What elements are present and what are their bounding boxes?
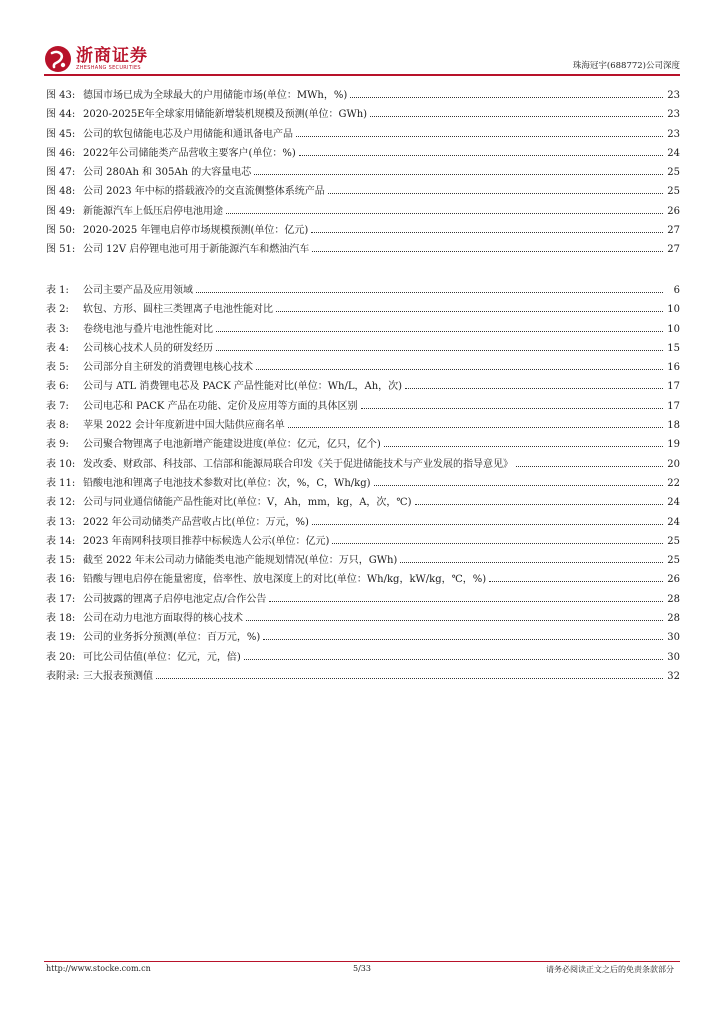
entry-page-number: 24 <box>667 497 680 509</box>
entry-page-number: 23 <box>667 109 680 121</box>
figure-toc-entry[interactable] <box>46 86 680 105</box>
entry-label: 图 50: <box>46 225 76 237</box>
entry-label: 表 10: <box>46 458 76 470</box>
entry-label: 表 6: <box>46 381 69 393</box>
figure-toc-entry[interactable] <box>46 221 680 240</box>
entry-label: 表 2: <box>46 304 69 316</box>
entry-title: 卷绕电池与叠片电池性能对比 <box>83 323 213 335</box>
table-toc-entry[interactable] <box>46 435 680 454</box>
dot-leader <box>263 638 663 640</box>
entry-label: 表 8: <box>46 420 69 432</box>
entry-title: 2020-2025E年全球家用储能新增装机规模及预测(单位：GWh) <box>83 109 368 121</box>
entry-title: 新能源汽车上低压启停电池用途 <box>83 205 223 217</box>
entry-label: 表 13: <box>46 516 76 528</box>
entry-title: 2023 年南网科技项目推荐中标候选人公示(单位：亿元) <box>83 535 330 547</box>
entry-page-number: 17 <box>667 400 680 412</box>
entry-label: 图 45: <box>46 128 76 140</box>
dot-leader <box>196 291 663 293</box>
dot-leader <box>254 173 663 175</box>
entry-label: 表 16: <box>46 574 76 586</box>
entry-label: 图 48: <box>46 186 76 198</box>
entry-title: 发改委、财政部、科技部、工信部和能源局联合印发《关于促进储能技术与产业发展的指导意见》 <box>83 458 513 470</box>
dot-leader <box>216 330 663 332</box>
entry-page-number: 25 <box>667 167 680 179</box>
entry-page-number: 32 <box>667 670 680 682</box>
entry-label: 表 17: <box>46 593 76 605</box>
entry-title: 公司核心技术人员的研发经历 <box>83 342 213 354</box>
figure-toc-entry[interactable] <box>46 202 680 221</box>
entry-label: 表 14: <box>46 535 76 547</box>
footer-disclaimer: 请务必阅读正文之后的免责条款部分 <box>546 965 674 974</box>
dot-leader <box>299 154 663 156</box>
footer-divider <box>44 961 680 962</box>
dot-leader <box>350 96 663 98</box>
entry-title: 公司部分自主研发的消费锂电核心技术 <box>83 362 253 374</box>
footer-url-link[interactable]: http://www.stocke.com.cn <box>46 964 151 973</box>
dot-leader <box>244 658 663 660</box>
table-toc-entry[interactable] <box>46 648 680 667</box>
entry-title: 公司 2023 年中标的搭载液冷的交直流侧整体系统产品 <box>83 186 325 198</box>
company-logo <box>44 45 148 73</box>
entry-label: 表 12: <box>46 497 76 509</box>
dot-leader <box>256 368 663 370</box>
entry-page-number: 25 <box>667 555 680 567</box>
entry-title: 2022 年公司动储类产品营收占比(单位：万元，%) <box>83 516 309 528</box>
entry-label: 图 51: <box>46 244 76 256</box>
entry-page-number: 10 <box>667 323 680 335</box>
dot-leader <box>311 231 663 233</box>
dot-leader <box>374 484 663 486</box>
entry-page-number: 17 <box>667 381 680 393</box>
dot-leader <box>296 135 663 137</box>
entry-page-number: 6 <box>673 285 680 296</box>
entry-label: 表附录: <box>46 670 80 682</box>
dot-leader <box>328 192 663 194</box>
entry-title: 截至 2022 年末公司动力储能类电池产能规划情况(单位：万只，GWh) <box>83 555 398 567</box>
dot-leader <box>384 445 663 447</box>
figure-toc-entry[interactable] <box>46 144 680 163</box>
figure-toc-entry[interactable] <box>46 240 680 259</box>
entry-label: 表 9: <box>46 439 69 451</box>
entry-label: 表 19: <box>46 632 76 644</box>
entry-label: 表 4: <box>46 342 69 354</box>
entry-page-number: 18 <box>667 420 680 432</box>
header-divider <box>44 74 680 76</box>
dot-leader <box>156 677 663 679</box>
logo-chinese-text: 浙商证券 <box>76 45 148 66</box>
entry-title: 公司主要产品及应用领域 <box>83 285 193 296</box>
entry-page-number: 30 <box>667 632 680 644</box>
table-list <box>46 281 680 686</box>
entry-title: 德国市场已成为全球最大的户用储能市场(单位：MWh，%) <box>83 90 348 101</box>
figure-toc-entry[interactable] <box>46 125 680 144</box>
entry-page-number: 25 <box>667 535 680 547</box>
entry-title: 公司聚合物锂离子电池新增产能建设进度(单位：亿元，亿只，亿个) <box>83 439 381 451</box>
table-toc-entry[interactable] <box>46 320 680 339</box>
entry-title: 软包、方形、圆柱三类锂离子电池性能对比 <box>83 304 273 316</box>
table-toc-entry[interactable] <box>46 513 680 532</box>
table-toc-entry[interactable] <box>46 551 680 570</box>
entry-label: 表 18: <box>46 613 76 625</box>
dot-leader <box>216 349 663 351</box>
zheshang-logo-icon <box>44 45 72 73</box>
entry-title: 公司 12V 启停锂电池可用于新能源汽车和燃油汽车 <box>83 244 310 256</box>
entry-page-number: 28 <box>667 593 680 605</box>
report-title: 珠海冠宇(688772)公司深度 <box>572 61 680 71</box>
entry-page-number: 25 <box>667 186 680 198</box>
entry-page-number: 16 <box>667 362 680 374</box>
entry-title: 公司披露的锂离子启停电池定点/合作公告 <box>83 593 267 605</box>
entry-page-number: 24 <box>667 147 680 159</box>
figure-toc-entry[interactable] <box>46 163 680 182</box>
entry-page-number: 20 <box>667 458 680 470</box>
entry-title: 可比公司估值(单位：亿元，元，倍) <box>83 651 241 663</box>
entry-page-number: 15 <box>667 342 680 354</box>
entry-label: 表 5: <box>46 362 69 374</box>
entry-label: 表 11: <box>46 477 76 489</box>
entry-label: 图 43: <box>46 90 76 101</box>
entry-page-number: 28 <box>667 613 680 625</box>
table-toc-entry[interactable] <box>46 455 680 474</box>
dot-leader <box>288 426 663 428</box>
entry-label: 图 44: <box>46 109 76 121</box>
dot-leader <box>332 542 663 544</box>
table-toc-entry[interactable] <box>46 570 680 589</box>
entry-page-number: 26 <box>667 574 680 586</box>
page-number: 5/33 <box>353 964 371 973</box>
entry-title: 公司 280Ah 和 305Ah 的大容量电芯 <box>83 167 252 179</box>
logo-english-text: ZHESHANG SECURITIES <box>76 64 141 71</box>
table-toc-entry[interactable] <box>46 590 680 609</box>
page-footer <box>44 964 680 978</box>
dot-leader <box>226 212 663 214</box>
table-toc-entry[interactable] <box>46 628 680 647</box>
table-toc-entry[interactable] <box>46 493 680 512</box>
dot-leader <box>400 561 663 563</box>
entry-page-number: 19 <box>667 439 680 451</box>
entry-page-number: 10 <box>667 304 680 316</box>
dot-leader <box>415 503 663 505</box>
entry-page-number: 26 <box>667 205 680 217</box>
entry-label: 表 15: <box>46 555 76 567</box>
table-toc-entry[interactable] <box>46 377 680 396</box>
entry-page-number: 23 <box>667 90 680 101</box>
table-toc-entry[interactable] <box>46 300 680 319</box>
entry-title: 2022年公司储能类产品营收主要客户(单位：%) <box>83 147 296 159</box>
entry-label: 图 47: <box>46 167 76 179</box>
entry-title: 公司与同业通信储能产品性能对比(单位：V，Ah，mm，kg，A，次，℃) <box>83 497 412 509</box>
dot-leader <box>370 115 663 117</box>
page-header <box>0 0 724 80</box>
dot-leader <box>246 619 663 621</box>
entry-label: 表 1: <box>46 285 69 296</box>
entry-label: 表 20: <box>46 651 76 663</box>
entry-page-number: 27 <box>667 225 680 237</box>
dot-leader <box>276 310 663 312</box>
figure-toc-entry[interactable] <box>46 105 680 124</box>
figure-toc-entry[interactable] <box>46 182 680 201</box>
table-toc-entry[interactable] <box>46 358 680 377</box>
figure-list <box>46 86 680 260</box>
entry-title: 铅酸电池和锂离子电池技术参数对比(单位：次，%，C，Wh/kg) <box>83 477 371 489</box>
dot-leader <box>269 600 663 602</box>
dot-leader <box>489 580 663 582</box>
entry-page-number: 30 <box>667 651 680 663</box>
table-toc-entry[interactable] <box>46 397 680 416</box>
table-toc-entry[interactable] <box>46 474 680 493</box>
entry-page-number: 22 <box>667 477 680 489</box>
entry-title: 公司的业务拆分预测(单位：百万元，%) <box>83 632 261 644</box>
entry-page-number: 27 <box>667 244 680 256</box>
table-toc-entry[interactable] <box>46 532 680 551</box>
entry-page-number: 24 <box>667 516 680 528</box>
table-toc-entry[interactable] <box>46 416 680 435</box>
entry-label: 图 46: <box>46 147 76 159</box>
entry-title: 三大报表预测值 <box>83 670 153 682</box>
dot-leader <box>312 523 663 525</box>
entry-title: 2020-2025 年锂电启停市场规模预测(单位：亿元) <box>83 225 309 237</box>
dot-leader <box>516 465 663 467</box>
table-toc-entry[interactable] <box>46 339 680 358</box>
entry-page-number: 23 <box>667 128 680 140</box>
entry-title: 公司在动力电池方面取得的核心技术 <box>83 613 243 625</box>
entry-title: 公司电芯和 PACK 产品在功能、定价及应用等方面的具体区别 <box>83 400 358 412</box>
table-toc-entry[interactable] <box>46 667 680 686</box>
entry-title: 公司的软包储能电芯及户用储能和通讯备电产品 <box>83 128 293 140</box>
entry-title: 公司与 ATL 消费锂电芯及 PACK 产品性能对比(单位：Wh/L，Ah，次) <box>83 381 403 393</box>
dot-leader <box>312 250 663 252</box>
entry-title: 苹果 2022 会计年度新进中国大陆供应商名单 <box>83 420 285 432</box>
dot-leader <box>361 407 663 409</box>
table-toc-entry[interactable] <box>46 609 680 628</box>
entry-label: 表 3: <box>46 323 69 335</box>
entry-label: 图 49: <box>46 205 76 217</box>
entry-title: 铅酸与锂电启停在能量密度，倍率性、放电深度上的对比(单位：Wh/kg，kW/kg，℃，%) <box>83 574 487 586</box>
table-toc-entry[interactable] <box>46 281 680 300</box>
dot-leader <box>405 387 663 389</box>
entry-label: 表 7: <box>46 400 69 412</box>
